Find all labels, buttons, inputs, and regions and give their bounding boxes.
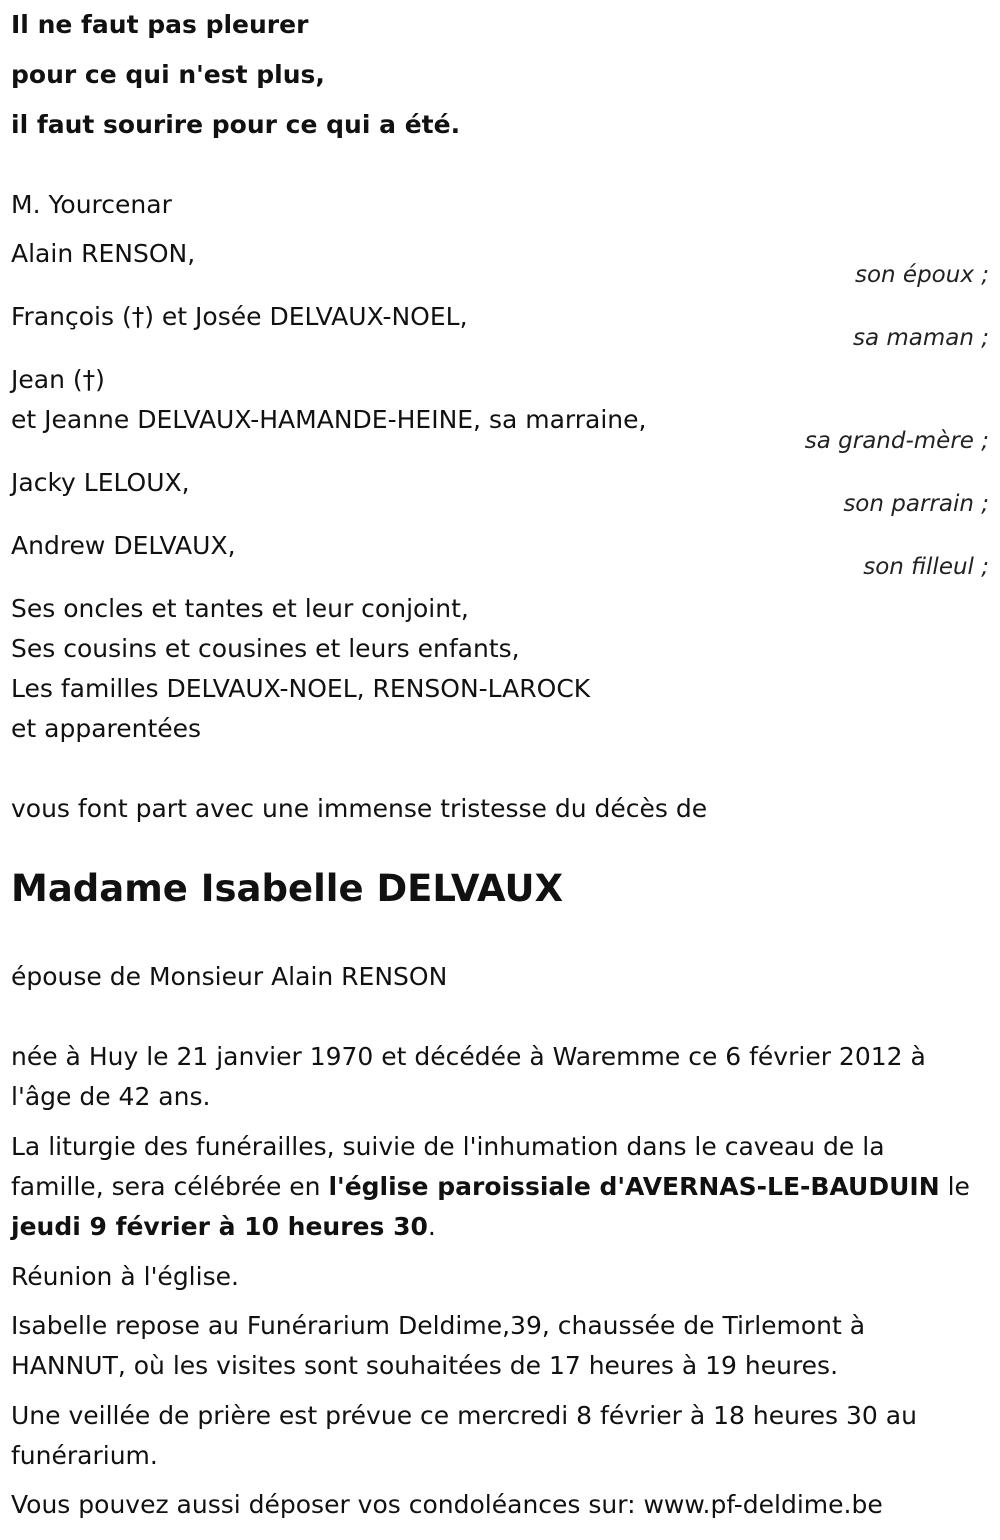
birth-death-line: l'âge de 42 ans.	[11, 1082, 211, 1111]
vigil-info	[11, 1396, 917, 1476]
birth-death-line: née à Huy le 21 janvier 1970 et décédée à Waremme ce 6 février 2012 à	[11, 1042, 926, 1071]
family-member-name: et Jeanne DELVAUX-HAMANDE-HEINE, sa marraine,	[11, 405, 647, 434]
family-member-name: Jacky LELOUX,	[11, 468, 190, 497]
funeral-location: l'église paroissiale d'AVERNAS-LE-BAUDUIN	[328, 1172, 940, 1201]
funeral-line	[11, 1207, 970, 1247]
family-member-role: sa grand-mère ;	[804, 428, 989, 454]
epigraph	[11, 0, 460, 150]
deceased-spouse: épouse de Monsieur Alain RENSON	[11, 962, 448, 991]
announcement: vous font part avec une immense tristesse du décès de	[11, 794, 708, 823]
funeral-text: le	[939, 1172, 970, 1201]
funeral-datetime: jeudi 9 février à 10 heures 30	[11, 1212, 428, 1241]
funeral-text: famille, sera célébrée en	[11, 1172, 329, 1201]
family-member-name: Alain RENSON,	[11, 239, 196, 268]
family-member-name: Andrew DELVAUX,	[11, 531, 236, 560]
deceased-name: Madame Isabelle DELVAUX	[11, 867, 564, 910]
visitation-line: Isabelle repose au Funérarium Deldime,39, chaussée de Tirlemont à	[11, 1311, 866, 1340]
relatives-line: Ses oncles et tantes et leur conjoint,	[11, 594, 469, 623]
family-member-role: son filleul ;	[863, 554, 989, 580]
family-member-name: François (†) et Josée DELVAUX-NOEL,	[11, 302, 468, 331]
relatives-list	[11, 589, 590, 749]
funeral-line: La liturgie des funérailles, suivie de l'inhumation dans le caveau de la	[11, 1132, 885, 1161]
family-member-role: son époux ;	[854, 262, 989, 288]
visitation-line: HANNUT, où les visites sont souhaitées de 17 heures à 19 heures.	[11, 1351, 839, 1380]
relatives-line: Ses cousins et cousines et leurs enfants,	[11, 634, 520, 663]
epigraph-line: pour ce qui n'est plus,	[11, 60, 325, 89]
epigraph-author: M. Yourcenar	[11, 190, 172, 219]
birth-death-info	[11, 1037, 926, 1117]
epigraph-line: Il ne faut pas pleurer	[11, 10, 309, 39]
epigraph-line: il faut sourire pour ce qui a été.	[11, 110, 461, 139]
relatives-line: Les familles DELVAUX-NOEL, RENSON-LAROCK	[11, 674, 591, 703]
funeral-info	[11, 1127, 970, 1247]
family-member-role: sa maman ;	[852, 325, 989, 351]
meeting-info: Réunion à l'église.	[11, 1262, 239, 1291]
visitation-info	[11, 1306, 865, 1386]
vigil-line: Une veillée de prière est prévue ce mercredi 8 février à 18 heures 30 au	[11, 1401, 917, 1430]
funeral-text: .	[427, 1212, 436, 1241]
vigil-line: funérarium.	[11, 1441, 158, 1470]
family-member-name: Jean (†)	[11, 365, 105, 394]
funeral-line	[11, 1167, 970, 1207]
family-member-role: son parrain ;	[843, 491, 989, 517]
relatives-line: et apparentées	[11, 714, 202, 743]
condolences-info: Vous pouvez aussi déposer vos condoléances sur: www.pf-deldime.be	[11, 1490, 883, 1519]
